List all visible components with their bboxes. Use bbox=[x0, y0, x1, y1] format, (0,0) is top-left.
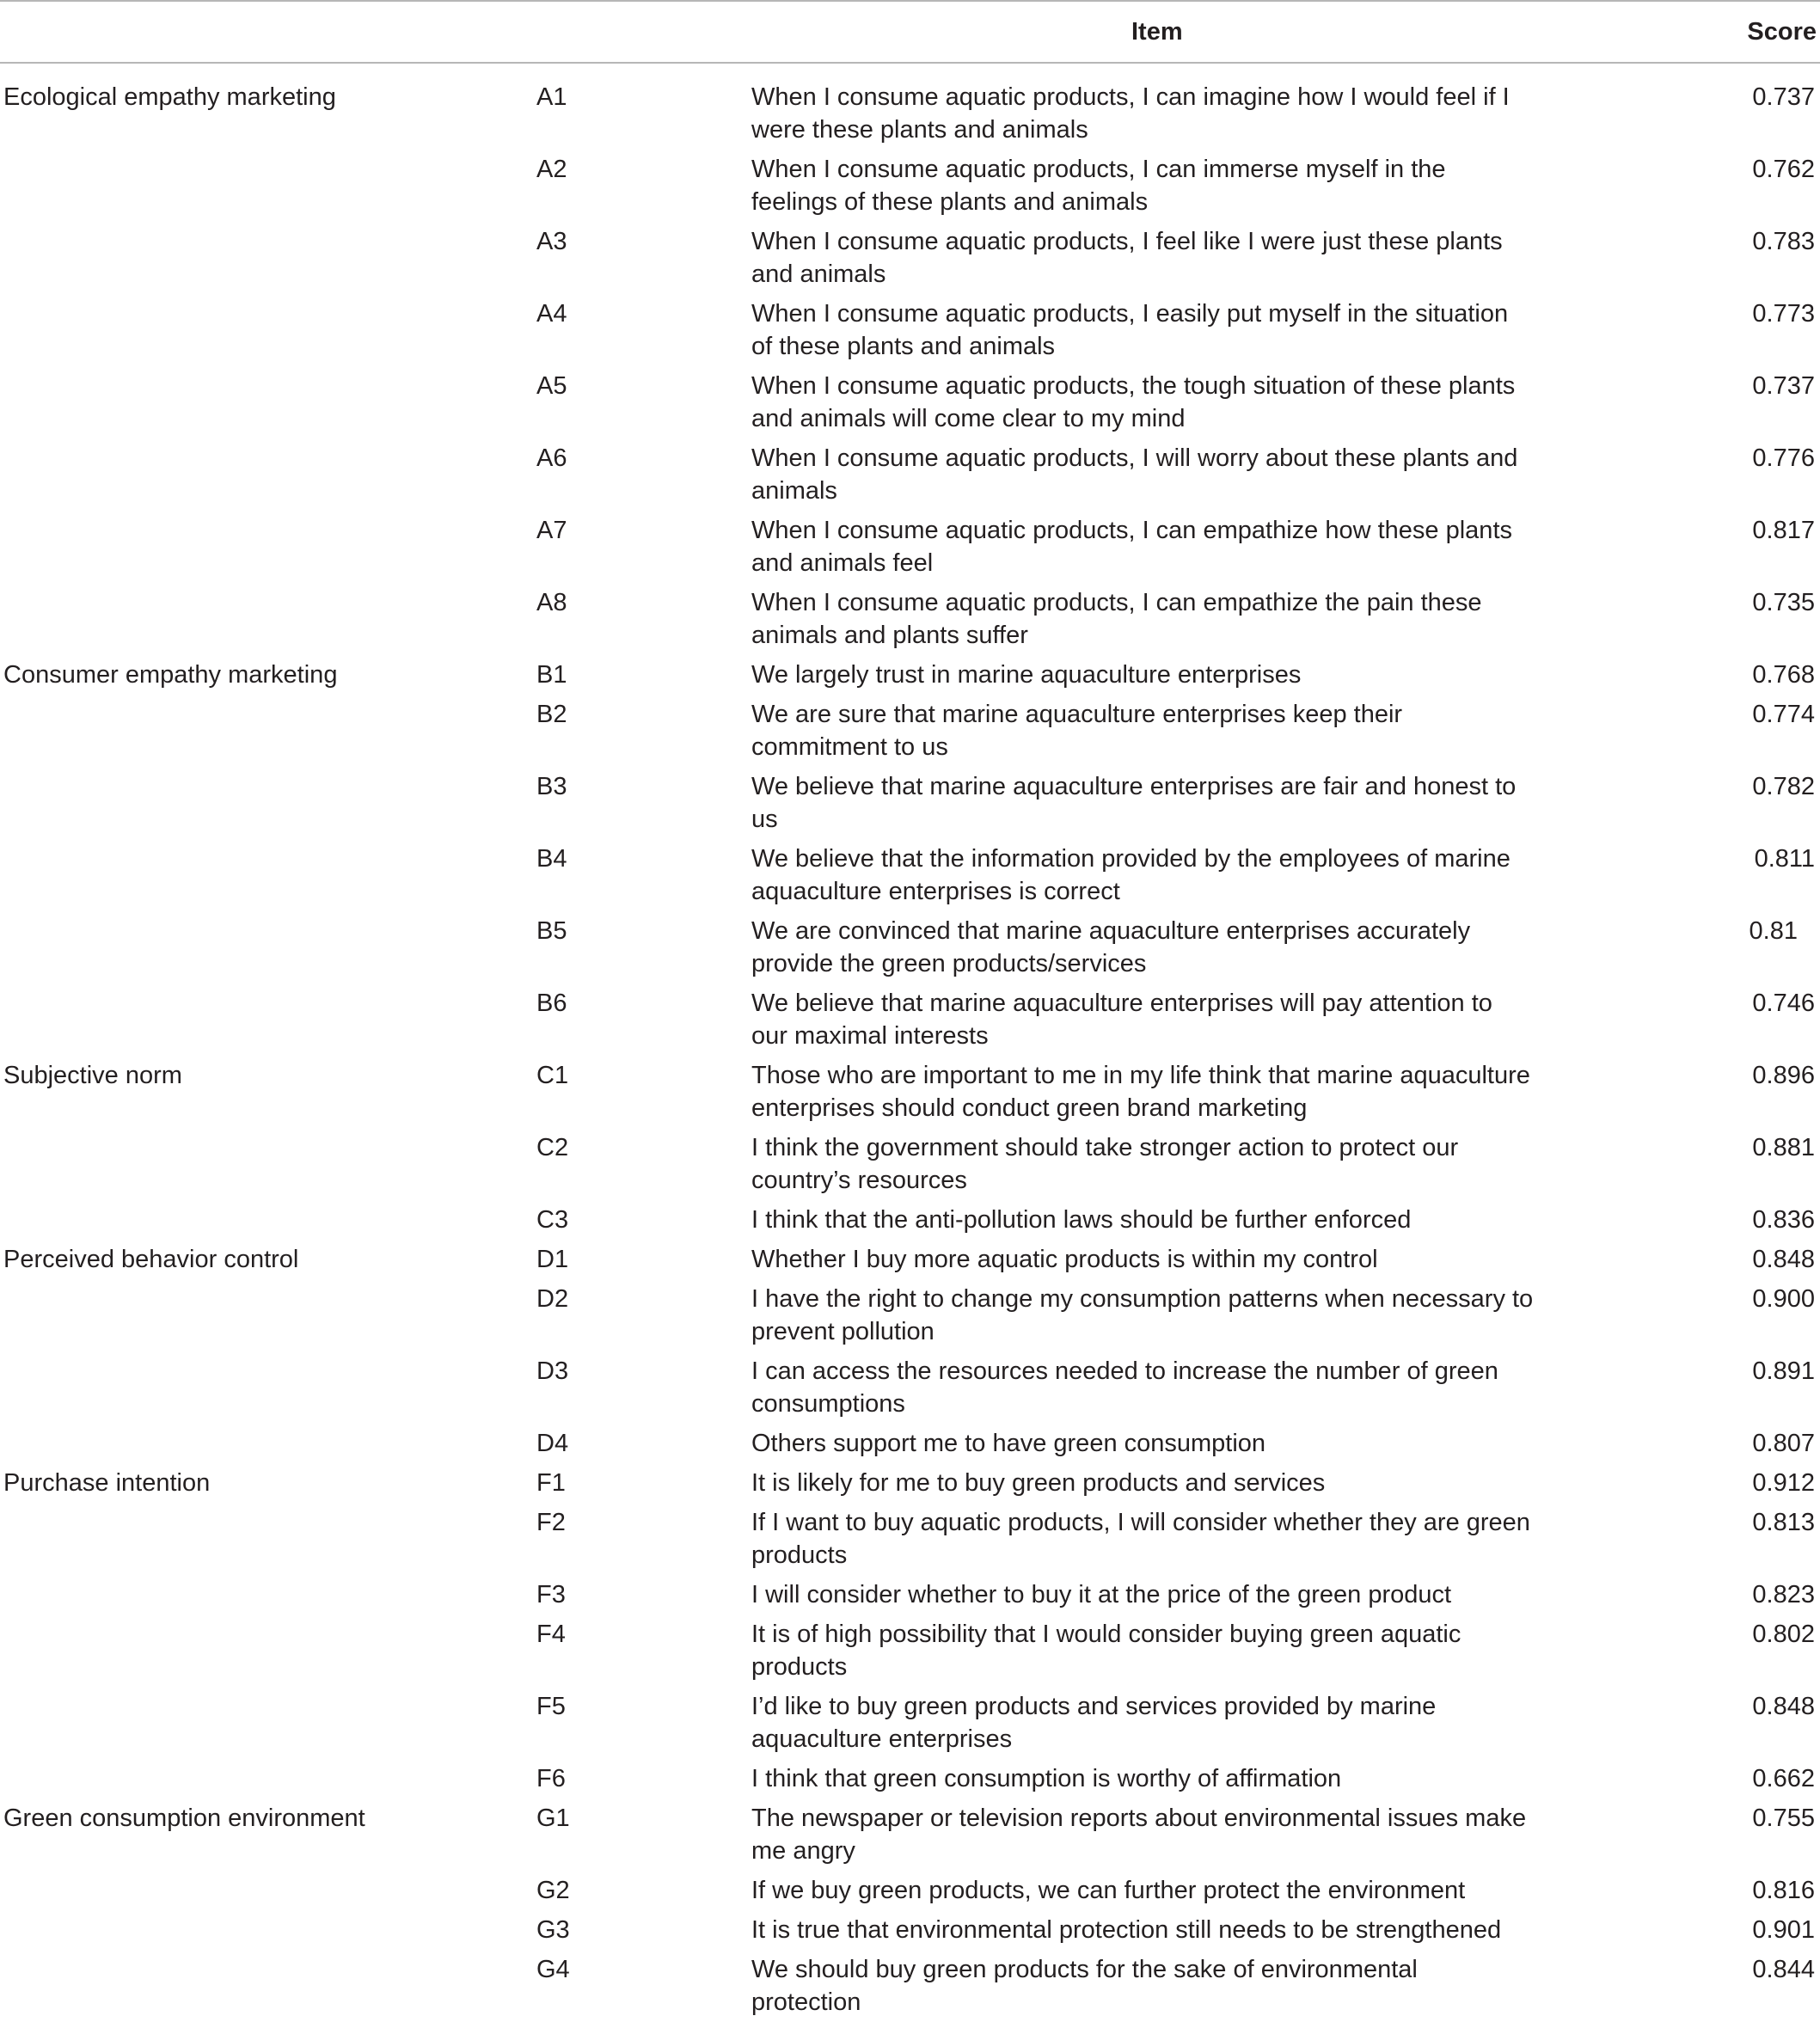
table-row bbox=[0, 1200, 1820, 1240]
construct-cell bbox=[0, 294, 536, 366]
score-cell: 0.901 bbox=[1752, 1916, 1815, 1944]
table-row bbox=[0, 1910, 1820, 1950]
item-text-cell: It is true that environmental protection still needs to be strengthened bbox=[751, 1916, 1502, 1944]
header-construct bbox=[0, 1, 536, 63]
score-cell: 0.900 bbox=[1752, 1285, 1815, 1313]
item-text-cell: When I consume aquatic products, I feel like I were just these plants and animals bbox=[751, 228, 1503, 288]
construct-cell: Perceived behavior control bbox=[3, 1246, 299, 1273]
item-text-cell: I think the government should take stronger action to protect our country’s resources bbox=[751, 1134, 1459, 1194]
table-row bbox=[0, 839, 1820, 911]
item-text-cell: Whether I buy more aquatic products is within my control bbox=[751, 1246, 1378, 1273]
table-row bbox=[0, 583, 1820, 655]
item-code-cell: C1 bbox=[536, 1062, 569, 1089]
construct-cell bbox=[0, 438, 536, 511]
table-row bbox=[0, 655, 1820, 695]
construct-cell bbox=[0, 1615, 536, 1687]
item-code-cell: A3 bbox=[536, 228, 567, 255]
item-text-cell: I think that green consumption is worthy of affirmation bbox=[751, 1765, 1342, 1792]
item-text-cell: We believe that the information provided by the employees of marine aquaculture enterprises is correct bbox=[751, 845, 1511, 905]
construct-cell bbox=[0, 511, 536, 583]
item-code-cell: F1 bbox=[536, 1469, 566, 1497]
construct-cell bbox=[0, 1575, 536, 1615]
table-row bbox=[0, 222, 1820, 294]
score-cell: 0.848 bbox=[1752, 1693, 1815, 1720]
item-text-cell: When I consume aquatic products, I can imagine how I would feel if I were these plants and animals bbox=[751, 83, 1510, 144]
score-cell: 0.662 bbox=[1752, 1765, 1815, 1792]
item-text-cell: I will consider whether to buy it at the price of the green product bbox=[751, 1581, 1452, 1608]
item-code-cell: F2 bbox=[536, 1509, 566, 1536]
item-code-cell: B2 bbox=[536, 701, 567, 728]
construct-cell bbox=[0, 911, 536, 983]
item-text-cell: When I consume aquatic products, I easily put myself in the situation of these plants and animals bbox=[751, 300, 1509, 360]
table-header bbox=[0, 1, 1820, 63]
score-cell: 0.912 bbox=[1752, 1469, 1815, 1497]
item-text-cell: Others support me to have green consumption bbox=[751, 1430, 1266, 1457]
table-row bbox=[0, 1871, 1820, 1910]
construct-cell: Ecological empathy marketing bbox=[3, 83, 336, 111]
construct-cell: Green consumption environment bbox=[3, 1804, 365, 1832]
construct-cell bbox=[0, 1871, 536, 1910]
table-row bbox=[0, 1279, 1820, 1351]
item-text-cell: We are sure that marine aquaculture enterprises keep their commitment to us bbox=[751, 701, 1403, 761]
construct-cell bbox=[0, 1279, 536, 1351]
table-row bbox=[0, 1798, 1820, 1871]
item-code-cell: C2 bbox=[536, 1134, 569, 1161]
score-cell: 0.746 bbox=[1752, 990, 1815, 1017]
construct-cell bbox=[0, 1503, 536, 1575]
table-row bbox=[0, 1424, 1820, 1463]
item-text-cell: When I consume aquatic products, I can empathize how these plants and animals feel bbox=[751, 517, 1512, 577]
construct-cell: Purchase intention bbox=[3, 1469, 211, 1497]
table-row bbox=[0, 1950, 1820, 2022]
table-row bbox=[0, 63, 1820, 150]
construct-cell bbox=[0, 1910, 536, 1950]
score-cell: 0.881 bbox=[1752, 1134, 1815, 1161]
table-row bbox=[0, 767, 1820, 839]
score-cell: 0.836 bbox=[1752, 1206, 1815, 1234]
score-cell: 0.737 bbox=[1752, 83, 1815, 111]
score-cell: 0.848 bbox=[1752, 1246, 1815, 1273]
score-cell: 0.844 bbox=[1752, 1956, 1815, 1983]
score-cell: 0.776 bbox=[1752, 444, 1815, 472]
item-code-cell: A6 bbox=[536, 444, 567, 472]
item-text-cell: I think that the anti-pollution laws should be further enforced bbox=[751, 1206, 1412, 1234]
score-cell: 0.737 bbox=[1752, 372, 1815, 400]
item-text-cell: We are convinced that marine aquaculture enterprises accurately provide the green products/services bbox=[751, 917, 1471, 977]
item-text-cell: It is of high possibility that I would consider buying green aquatic products bbox=[751, 1621, 1462, 1681]
score-cell: 0.891 bbox=[1752, 1357, 1815, 1385]
item-code-cell: F3 bbox=[536, 1581, 566, 1608]
item-code-cell: F4 bbox=[536, 1621, 566, 1648]
score-cell: 0.81 bbox=[1749, 917, 1798, 945]
construct-cell: Consumer empathy marketing bbox=[3, 661, 338, 689]
header-code bbox=[536, 1, 751, 63]
table-row bbox=[0, 983, 1820, 1056]
table-row bbox=[0, 1687, 1820, 1759]
item-text-cell: When I consume aquatic products, I can empathize the pain these animals and plants suffer bbox=[751, 589, 1482, 649]
item-code-cell: G3 bbox=[536, 1916, 570, 1944]
table-row bbox=[0, 150, 1820, 222]
score-cell: 0.823 bbox=[1752, 1581, 1815, 1608]
item-code-cell: B5 bbox=[536, 917, 567, 945]
item-code-cell: G1 bbox=[536, 1804, 570, 1832]
item-code-cell: F5 bbox=[536, 1693, 566, 1720]
item-code-cell: D2 bbox=[536, 1285, 569, 1313]
item-text-cell: Those who are important to me in my life think that marine aquaculture enterprises should conduct green brand marketing bbox=[751, 1062, 1530, 1122]
score-cell: 0.782 bbox=[1752, 773, 1815, 800]
table-row bbox=[0, 695, 1820, 767]
table-row bbox=[0, 1575, 1820, 1615]
construct-cell bbox=[0, 767, 536, 839]
score-cell: 0.755 bbox=[1752, 1804, 1815, 1832]
header-item: Item bbox=[751, 1, 1551, 63]
construct-cell bbox=[0, 150, 536, 222]
item-text-cell: We believe that marine aquaculture enterprises will pay attention to our maximal interests bbox=[751, 990, 1492, 1050]
item-text-cell: If I want to buy aquatic products, I will consider whether they are green products bbox=[751, 1509, 1530, 1569]
item-text-cell: We should buy green products for the sake of environmental protection bbox=[751, 1956, 1418, 2016]
item-text-cell: If we buy green products, we can further protect the environment bbox=[751, 1877, 1466, 1904]
construct-cell bbox=[0, 366, 536, 438]
item-code-cell: D1 bbox=[536, 1246, 569, 1273]
item-code-cell: G2 bbox=[536, 1877, 570, 1904]
score-cell: 0.811 bbox=[1754, 845, 1815, 873]
construct-cell bbox=[0, 1424, 536, 1463]
score-cell: 0.773 bbox=[1752, 300, 1815, 328]
item-code-cell: D4 bbox=[536, 1430, 569, 1457]
construct-cell bbox=[0, 983, 536, 1056]
score-cell: 0.813 bbox=[1752, 1509, 1815, 1536]
item-code-cell: B1 bbox=[536, 661, 567, 689]
item-code-cell: F6 bbox=[536, 1765, 566, 1792]
item-text-cell: It is likely for me to buy green products and services bbox=[751, 1469, 1326, 1497]
item-code-cell: G4 bbox=[536, 1956, 570, 1983]
construct-cell bbox=[0, 1687, 536, 1759]
item-code-cell: A4 bbox=[536, 300, 567, 328]
table-row bbox=[0, 1240, 1820, 1279]
item-code-cell: A8 bbox=[536, 589, 567, 616]
score-cell: 0.816 bbox=[1752, 1877, 1815, 1904]
table-row bbox=[0, 294, 1820, 366]
item-code-cell: A1 bbox=[536, 83, 567, 111]
header-score: Score bbox=[1551, 1, 1820, 63]
table-row bbox=[0, 1503, 1820, 1575]
construct-cell: Subjective norm bbox=[3, 1062, 182, 1089]
score-cell: 0.817 bbox=[1752, 517, 1815, 544]
table-row bbox=[0, 911, 1820, 983]
construct-cell bbox=[0, 1759, 536, 1798]
table-row bbox=[0, 1463, 1820, 1503]
table-row bbox=[0, 511, 1820, 583]
item-text-cell: I’d like to buy green products and services provided by marine aquaculture enterprises bbox=[751, 1693, 1437, 1753]
construct-cell bbox=[0, 839, 536, 911]
score-cell: 0.735 bbox=[1752, 589, 1815, 616]
score-cell: 0.762 bbox=[1752, 156, 1815, 183]
table-row bbox=[0, 1615, 1820, 1687]
table-body bbox=[0, 63, 1820, 2022]
construct-cell bbox=[0, 222, 536, 294]
header-row bbox=[0, 1, 1820, 63]
table-row bbox=[0, 1128, 1820, 1200]
item-code-cell: A2 bbox=[536, 156, 567, 183]
item-text-cell: When I consume aquatic products, the tough situation of these plants and animals will come clear to my mind bbox=[751, 372, 1516, 432]
item-text-cell: We largely trust in marine aquaculture enterprises bbox=[751, 661, 1302, 689]
item-code-cell: C3 bbox=[536, 1206, 569, 1234]
construct-cell bbox=[0, 695, 536, 767]
item-code-cell: D3 bbox=[536, 1357, 569, 1385]
table-row bbox=[0, 1351, 1820, 1424]
table-row bbox=[0, 1056, 1820, 1128]
score-cell: 0.807 bbox=[1752, 1430, 1815, 1457]
score-cell: 0.774 bbox=[1752, 701, 1815, 728]
construct-cell bbox=[0, 1950, 536, 2022]
item-text-cell: I can access the resources needed to increase the number of green consumptions bbox=[751, 1357, 1498, 1418]
item-code-cell: A7 bbox=[536, 517, 567, 544]
score-cell: 0.768 bbox=[1752, 661, 1815, 689]
item-text-cell: When I consume aquatic products, I can immerse myself in the feelings of these plants and animals bbox=[751, 156, 1446, 216]
score-cell: 0.802 bbox=[1752, 1621, 1815, 1648]
item-code-cell: B3 bbox=[536, 773, 567, 800]
item-code-cell: B4 bbox=[536, 845, 567, 873]
item-text-cell: We believe that marine aquaculture enterprises are fair and honest to us bbox=[751, 773, 1517, 833]
item-code-cell: B6 bbox=[536, 990, 567, 1017]
item-code-cell: A5 bbox=[536, 372, 567, 400]
construct-cell bbox=[0, 1351, 536, 1424]
construct-cell bbox=[0, 1128, 536, 1200]
score-cell: 0.783 bbox=[1752, 228, 1815, 255]
table-row bbox=[0, 438, 1820, 511]
table-row bbox=[0, 1759, 1820, 1798]
construct-cell bbox=[0, 583, 536, 655]
table-row bbox=[0, 366, 1820, 438]
item-text-cell: I have the right to change my consumption patterns when necessary to prevent pollution bbox=[751, 1285, 1534, 1345]
item-text-cell: When I consume aquatic products, I will worry about these plants and animals bbox=[751, 444, 1518, 505]
score-cell: 0.896 bbox=[1752, 1062, 1815, 1089]
construct-cell bbox=[0, 1200, 536, 1240]
item-text-cell: The newspaper or television reports about environmental issues make me angry bbox=[751, 1804, 1527, 1865]
